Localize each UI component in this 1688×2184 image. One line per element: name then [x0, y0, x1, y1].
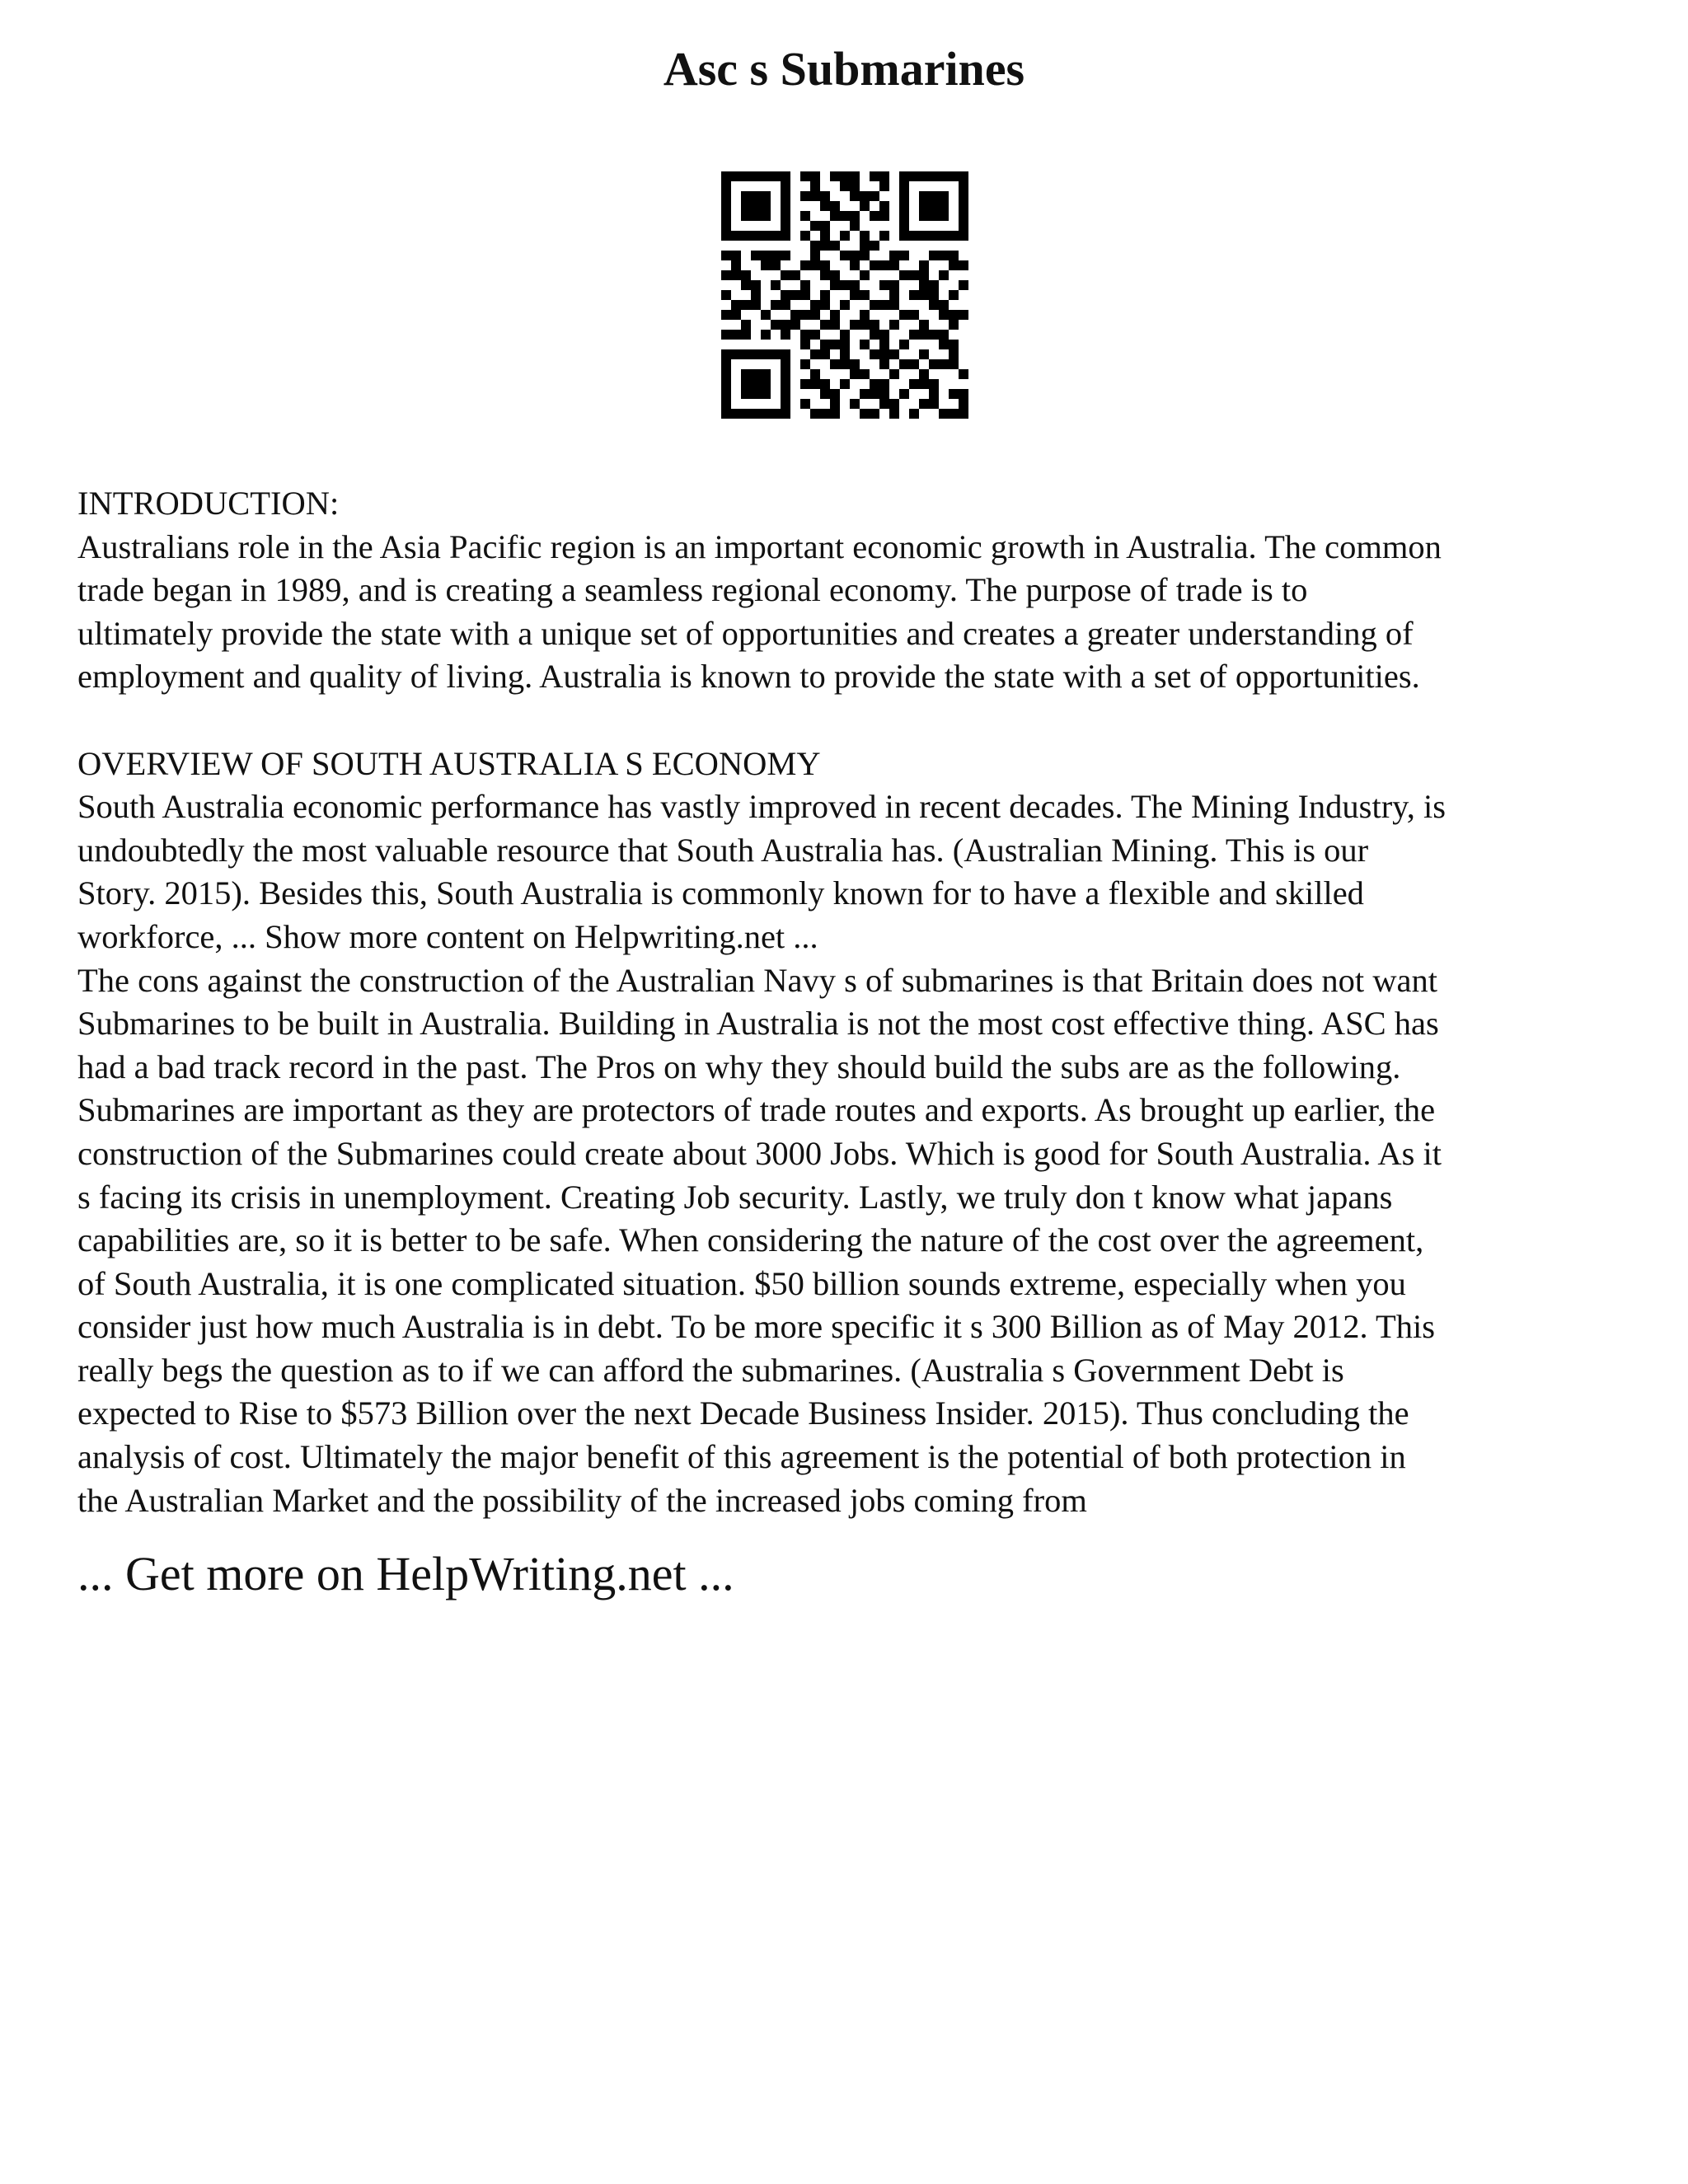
paragraph-line: undoubtedly the most valuable resource that South Australia has. (Australian Mining. This is our	[77, 831, 1369, 869]
paragraph-line: Australians role in the Asia Pacific region is an important economic growth in Australia. The common	[77, 527, 1442, 565]
paragraph-spacer	[77, 699, 1627, 743]
paragraph-line: of South Australia, it is one complicated situation. $50 billion sounds extreme, especially when you	[77, 1264, 1406, 1302]
paragraph-line: the Australian Market and the possibility of the increased jobs coming from	[77, 1481, 1087, 1519]
paragraph-line: employment and quality of living. Australia is known to provide the state with a set of opportunities.	[77, 658, 1420, 696]
paragraph-line: capabilities are, so it is better to be safe. When considering the nature of the cost over the agreement,	[77, 1221, 1424, 1259]
paragraph-line: ultimately provide the state with a unique set of opportunities and creates a greater understanding of	[77, 614, 1414, 652]
paragraph-line: construction of the Submarines could create about 3000 Jobs. Which is good for South Australia. As it	[77, 1134, 1442, 1172]
paragraph-line: Submarines are important as they are protectors of trade routes and exports. As brought up earlier, the	[77, 1091, 1436, 1129]
paragraph-line: Story. 2015). Besides this, South Australia is commonly known for to have a flexible and skilled	[77, 874, 1364, 912]
document-title: Asc s Submarines	[663, 42, 1025, 96]
paragraph-line: trade began in 1989, and is creating a seamless regional economy. The purpose of trade is to	[77, 571, 1308, 609]
paragraph-line: Submarines to be built in Australia. Building in Australia is not the most cost effective thing. ASC has	[77, 1005, 1439, 1043]
paragraph-line: expected to Rise to $573 Billion over the next Decade Business Insider. 2015). Thus concluding the	[77, 1394, 1409, 1432]
section-heading-overview: OVERVIEW OF SOUTH AUSTRALIA S ECONOMY	[77, 744, 821, 782]
paragraph-line: had a bad track record in the past. The Pros on why they should build the subs are as the following.	[77, 1047, 1401, 1085]
document-body	[77, 482, 1627, 1522]
paragraph-line: South Australia economic performance has vastly improved in recent decades. The Mining Industry, is	[77, 788, 1447, 826]
paragraph-line: analysis of cost. Ultimately the major benefit of this agreement is the potential of both protection in	[77, 1438, 1406, 1476]
section-heading-introduction: INTRODUCTION:	[77, 485, 340, 522]
paragraph-line: s facing its crisis in unemployment. Creating Job security. Lastly, we truly don t know what japans	[77, 1178, 1393, 1216]
qr-code-image	[721, 171, 968, 419]
paragraph-line: workforce, ... Show more content on Helpwriting.net ...	[77, 917, 818, 955]
get-more-link[interactable]: ... Get more on HelpWriting.net ...	[77, 1547, 734, 1601]
paragraph-line: The cons against the construction of the Australian Navy s of submarines is that Britain does not want	[77, 961, 1438, 999]
paragraph-line: really begs the question as to if we can afford the submarines. (Australia s Government Debt is	[77, 1351, 1344, 1389]
paragraph-line: consider just how much Australia is in debt. To be more specific it s 300 Billion as of May 2012. This	[77, 1308, 1435, 1346]
